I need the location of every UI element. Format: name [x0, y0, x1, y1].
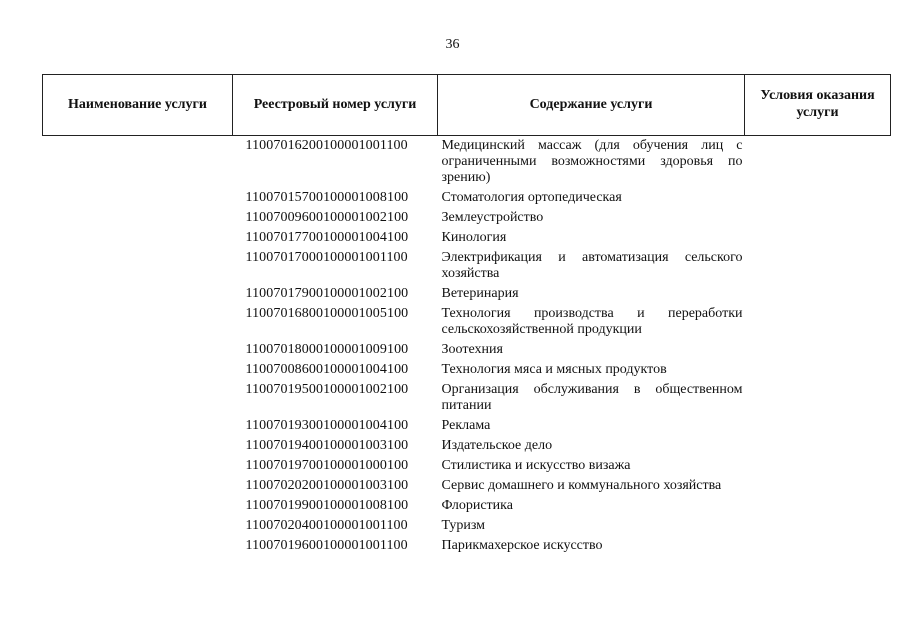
- service-content-cell: Стоматология ортопедическая: [441, 190, 622, 205]
- service-content-cell: Туризм: [441, 518, 486, 533]
- service-conditions-cell: [745, 229, 891, 249]
- table-row: [43, 437, 891, 457]
- service-content-cell: Ветеринария: [441, 286, 519, 301]
- table-body: [43, 136, 891, 558]
- registry-number-cell: 11007019400100001003100: [245, 438, 409, 453]
- service-content-cell: Землеустройство: [441, 210, 544, 225]
- table-row: [43, 517, 891, 537]
- table-row: [43, 361, 891, 381]
- service-name-cell: [43, 285, 233, 305]
- service-conditions-cell: [745, 341, 891, 361]
- table-row: [43, 189, 891, 209]
- service-conditions-cell: [745, 437, 891, 457]
- registry-number-cell: 11007020200100001003100: [245, 478, 409, 493]
- table-row: [43, 209, 891, 229]
- header-service-conditions: Условия оказания услуги: [745, 75, 891, 136]
- service-conditions-cell: [745, 537, 891, 557]
- registry-number-cell: 11007016200100001001100: [245, 138, 408, 153]
- service-content-cell: Сервис домашнего и коммунального хозяйства: [441, 478, 722, 493]
- registry-number-cell: 11007019500100001002100: [245, 382, 409, 397]
- registry-number-cell: 11007019700100001000100: [245, 458, 409, 473]
- table-row: [43, 285, 891, 305]
- service-content-cell: Организация обслуживания в общественном питании: [441, 382, 743, 413]
- service-content-cell: Флористика: [441, 498, 513, 513]
- services-table: [42, 74, 891, 557]
- table-header-row: [43, 75, 891, 136]
- service-content-cell: Медицинский массаж (для обучения лиц с ограниченными возможностями здоровья по зрению): [441, 138, 743, 185]
- service-content-cell: Издательское дело: [441, 438, 553, 453]
- registry-number-cell: 11007018000100001009100: [245, 342, 409, 357]
- service-content-cell: Технология мяса и мясных продуктов: [441, 362, 667, 377]
- service-name-cell: [43, 381, 233, 417]
- header-service-name: Наименование услуги: [43, 75, 233, 136]
- service-content-cell: Электрификация и автоматизация сельского хозяйства: [441, 250, 743, 281]
- table-row: [43, 457, 891, 477]
- service-name-cell: [43, 361, 233, 381]
- service-conditions-cell: [745, 209, 891, 229]
- service-name-cell: [43, 189, 233, 209]
- service-conditions-cell: [745, 457, 891, 477]
- service-name-cell: [43, 437, 233, 457]
- registry-number-cell: 11007020400100001001100: [245, 518, 408, 533]
- service-conditions-cell: [745, 477, 891, 497]
- registry-number-cell: 11007008600100001004100: [245, 362, 409, 377]
- service-content-cell: Реклама: [441, 418, 491, 433]
- service-name-cell: [43, 497, 233, 517]
- table-row: [43, 497, 891, 517]
- service-name-cell: [43, 457, 233, 477]
- service-conditions-cell: [745, 417, 891, 437]
- registry-number-cell: 11007016800100001005100: [245, 306, 409, 321]
- registry-number-cell: 11007017000100001001100: [245, 250, 408, 265]
- table-row: [43, 477, 891, 497]
- service-name-cell: [43, 417, 233, 437]
- service-conditions-cell: [745, 517, 891, 537]
- table-row: [43, 229, 891, 249]
- service-content-cell: Технология производства и переработки сельскохозяйственной продукции: [441, 306, 743, 337]
- service-conditions-cell: [745, 381, 891, 417]
- service-name-cell: [43, 341, 233, 361]
- table-row: [43, 249, 891, 285]
- registry-number-cell: 11007019600100001001100: [245, 538, 408, 553]
- service-name-cell: [43, 537, 233, 557]
- page-number: 36: [445, 37, 460, 52]
- header-service-content: Содержание услуги: [438, 75, 745, 136]
- service-content-cell: Кинология: [441, 230, 507, 245]
- service-conditions-cell: [745, 497, 891, 517]
- registry-number-cell: 11007009600100001002100: [245, 210, 409, 225]
- service-conditions-cell: [745, 285, 891, 305]
- registry-number-cell: 11007019900100001008100: [245, 498, 409, 513]
- service-name-cell: [43, 229, 233, 249]
- registry-number-cell: 11007017700100001004100: [245, 230, 409, 245]
- registry-number-cell: 11007015700100001008100: [245, 190, 409, 205]
- service-name-cell: [43, 136, 233, 190]
- registry-number-cell: 11007017900100001002100: [245, 286, 409, 301]
- service-name-cell: [43, 517, 233, 537]
- service-conditions-cell: [745, 305, 891, 341]
- service-conditions-cell: [745, 136, 891, 190]
- table-row: [43, 305, 891, 341]
- header-registry-number: Реестровый номер услуги: [233, 75, 438, 136]
- service-name-cell: [43, 209, 233, 229]
- table-row: [43, 136, 891, 190]
- service-name-cell: [43, 249, 233, 285]
- service-content-cell: Стилистика и искусство визажа: [441, 458, 631, 473]
- service-conditions-cell: [745, 189, 891, 209]
- service-content-cell: Парикмахерское искусство: [441, 538, 603, 553]
- service-conditions-cell: [745, 249, 891, 285]
- service-conditions-cell: [745, 361, 891, 381]
- table-row: [43, 381, 891, 417]
- table-row: [43, 341, 891, 361]
- service-name-cell: [43, 477, 233, 497]
- registry-number-cell: 11007019300100001004100: [245, 418, 409, 433]
- service-content-cell: Зоотехния: [441, 342, 503, 357]
- service-name-cell: [43, 305, 233, 341]
- table-row: [43, 537, 891, 557]
- table-row: [43, 417, 891, 437]
